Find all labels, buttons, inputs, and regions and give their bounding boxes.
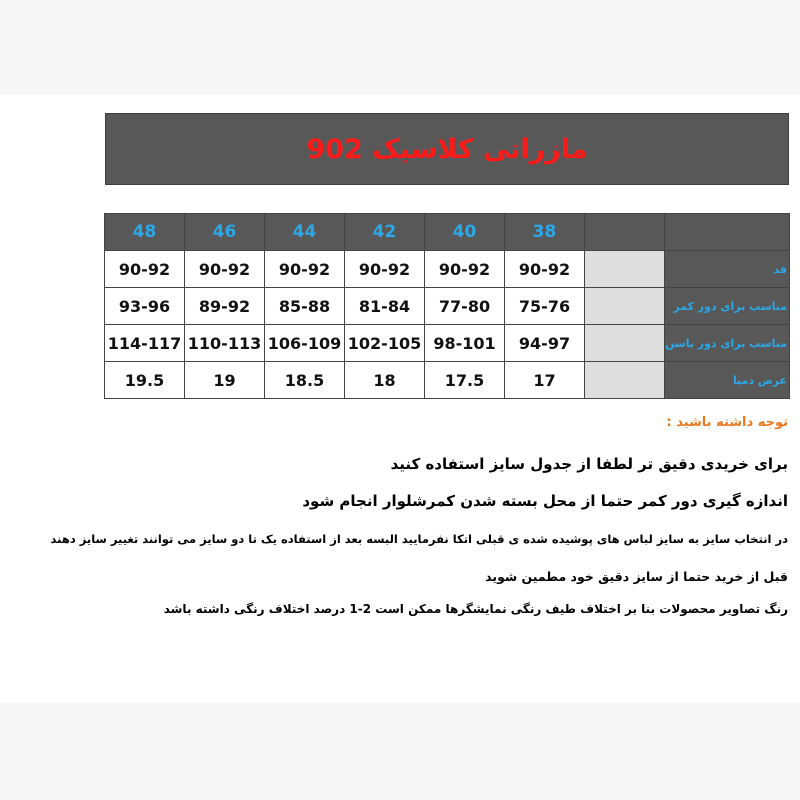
note-line: قبل از خرید حتما از سایز دقیق خود مطمین شوید (485, 569, 788, 584)
table-cell: 75-76 (505, 288, 585, 325)
table-cell: 94-97 (505, 325, 585, 362)
empty-cell (585, 362, 665, 399)
size-header-row (105, 214, 790, 251)
table-cell: 81-84 (345, 288, 425, 325)
table-row-hem-width (105, 362, 790, 399)
table-cell: 19.5 (105, 362, 185, 399)
table-row-height (105, 251, 790, 288)
size-header-cell: 46 (185, 214, 265, 251)
size-header-cell: 44 (265, 214, 345, 251)
empty-cell (585, 288, 665, 325)
empty-cell (585, 325, 665, 362)
row-label: عرض دمپا (665, 362, 790, 399)
table-cell: 90-92 (345, 251, 425, 288)
table-cell: 90-92 (265, 251, 345, 288)
table-cell: 90-92 (425, 251, 505, 288)
size-header-cell: 42 (345, 214, 425, 251)
table-cell: 90-92 (185, 251, 265, 288)
title-banner (105, 113, 789, 185)
size-header-cell: 48 (105, 214, 185, 251)
table-cell: 18.5 (265, 362, 345, 399)
note-line: در انتخاب سایز به سایز لباس های پوشیده شده ی قبلی اتکا نفرمایید البسه بعد از استفاده یک تا دو سایز می توانند تغییر سایز دهند (50, 532, 788, 546)
product-title: مازراتی کلاسیک 902 (306, 133, 588, 165)
note-line: اندازه گیری دور کمر حتما از محل بسته شدن کمرشلوار انجام شود (302, 492, 788, 510)
header-label-cell (665, 214, 790, 251)
table-cell: 18 (345, 362, 425, 399)
table-cell: 98-101 (425, 325, 505, 362)
note-line: برای خریدی دقیق تر لطفا از جدول سایز استفاده کنید (390, 455, 788, 473)
row-label: مناسب برای دور باسن (665, 325, 790, 362)
table-cell: 89-92 (185, 288, 265, 325)
table-cell: 85-88 (265, 288, 345, 325)
size-chart-sheet (0, 95, 800, 703)
table-cell: 106-109 (265, 325, 345, 362)
table-cell: 19 (185, 362, 265, 399)
table-cell: 102-105 (345, 325, 425, 362)
table-cell: 17 (505, 362, 585, 399)
table-cell: 90-92 (105, 251, 185, 288)
note-line: رنگ تصاویر محصولات بنا بر اختلاف طیف رنگی نمایشگرها ممکن است 2-1 درصد اختلاف رنگی داشته باشد (163, 602, 788, 616)
table-cell: 93-96 (105, 288, 185, 325)
empty-cell (585, 251, 665, 288)
table-row-hip (105, 325, 790, 362)
header-empty-cell (585, 214, 665, 251)
size-table (104, 213, 790, 399)
table-cell: 17.5 (425, 362, 505, 399)
table-cell: 90-92 (505, 251, 585, 288)
size-header-cell: 40 (425, 214, 505, 251)
notes-heading: توجه داشته باشید : (666, 415, 788, 430)
table-cell: 77-80 (425, 288, 505, 325)
table-row-waist (105, 288, 790, 325)
size-header-cell: 38 (505, 214, 585, 251)
row-label: مناسب برای دور کمر (665, 288, 790, 325)
table-cell: 114-117 (105, 325, 185, 362)
table-cell: 110-113 (185, 325, 265, 362)
row-label: قد (665, 251, 790, 288)
